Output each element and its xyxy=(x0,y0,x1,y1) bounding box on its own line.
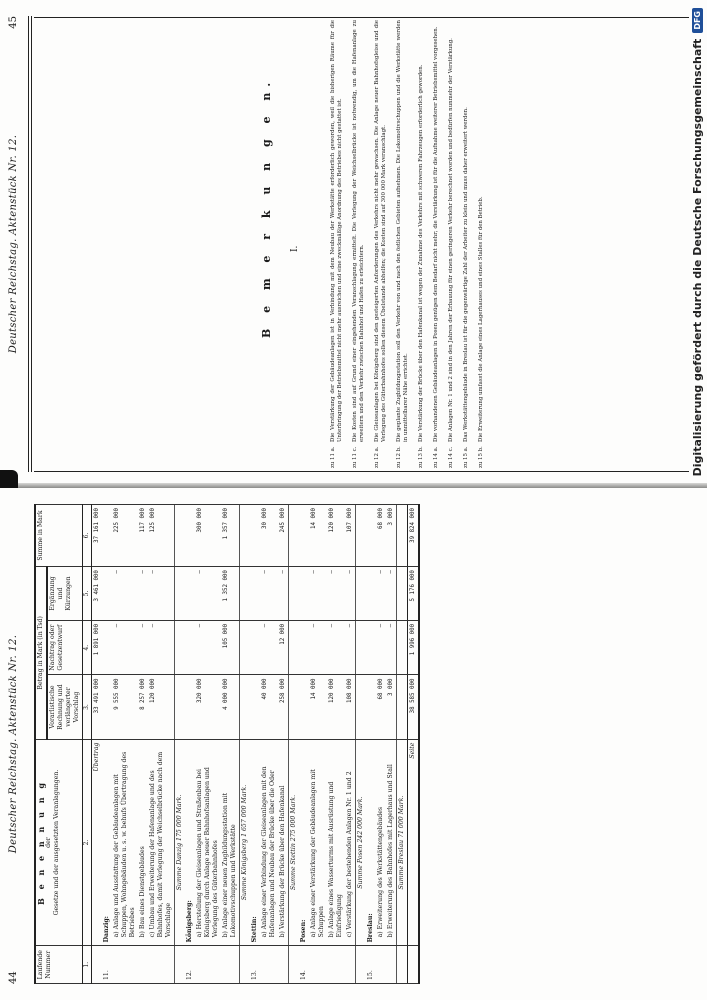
colnum: 2. xyxy=(83,739,92,946)
item-c5: — xyxy=(260,567,278,621)
section-heading: Stettin: xyxy=(250,739,260,946)
item-row xyxy=(260,505,278,984)
col-header-designation xyxy=(35,739,83,946)
item-c3: 8 257 000 xyxy=(138,675,148,739)
item-c4: — xyxy=(376,620,386,675)
empty-cell xyxy=(175,505,186,567)
note-entry xyxy=(448,20,455,468)
note-ref: zu 15 b. xyxy=(478,446,484,468)
section-sum-row xyxy=(397,505,408,984)
empty-cell xyxy=(185,505,195,567)
section-numeral: I. xyxy=(290,245,300,252)
item-c4: — xyxy=(327,620,345,675)
empty-cell xyxy=(240,505,251,567)
colnum: 1. xyxy=(83,946,92,984)
item-c5: — xyxy=(138,567,148,621)
note-ref: zu 15 a. xyxy=(463,446,469,468)
item-c4: — xyxy=(309,620,327,675)
note-text: Die Verstärkung der Gebäudeanlagen ist in Verbindung mit dem Neubau der Werkstätte erforderlich geworden, weil die bisherigen Räume für die Unterbringung der Betriebsmittel nicht mehr ausreichen und eine zweckmäßige Anordnung des Betriebes nicht gestattet ist. xyxy=(330,20,343,442)
note-text: Die geplante Zugbildungsstation soll den Verkehr von und nach den östlichen Gebieten aufnehmen. Die Lokomotivschuppen und die Werkstätte werden in unmittelbarer Nähe errichtet. xyxy=(396,20,409,442)
item-c4: — xyxy=(195,620,221,675)
item-row xyxy=(138,505,148,984)
item-c3: 3 000 xyxy=(386,675,397,739)
top-rule xyxy=(28,16,29,472)
empty-cell xyxy=(102,675,112,739)
note-entry xyxy=(478,20,485,468)
item-c6: 300 000 xyxy=(195,505,221,567)
right-page xyxy=(0,0,707,488)
empty-cell xyxy=(250,567,260,621)
col-header-sum: Summe in Mark xyxy=(35,505,83,567)
note-entry xyxy=(463,20,470,468)
section-heading: Königsberg: xyxy=(185,739,195,946)
note-text: Die Erweiterung umfasst die Anlage eines Lagerhauses und eines Stalles für den Betrieb. xyxy=(478,196,484,442)
empty-cell xyxy=(102,505,112,567)
empty-cell xyxy=(299,567,309,621)
item-c3: 258 000 xyxy=(278,675,289,739)
note-entry xyxy=(418,20,425,468)
empty-cell xyxy=(185,567,195,621)
note-ref: zu 11 c. xyxy=(352,446,358,468)
empty-cell xyxy=(112,946,138,984)
item-row xyxy=(112,505,138,984)
empty-cell xyxy=(250,620,260,675)
budget-table xyxy=(34,504,420,984)
empty-cell xyxy=(299,505,309,567)
empty-cell xyxy=(327,946,345,984)
item-text: c) Verstärkung der bestehenden Anlagen Nr. 1 und 2 xyxy=(345,739,356,946)
item-row xyxy=(148,505,175,984)
empty-cell xyxy=(356,620,367,675)
item-c3: 120 000 xyxy=(148,675,175,739)
empty-cell xyxy=(240,946,251,984)
item-c3: 4 000 000 xyxy=(221,675,240,739)
empty-cell xyxy=(356,946,367,984)
colnum: 3. xyxy=(83,675,92,739)
item-c6: 245 000 xyxy=(278,505,289,567)
item-c6: 125 000 xyxy=(148,505,175,567)
item-row xyxy=(221,505,240,984)
col-header-amount-group: Betrag in Mark (in Tsd) xyxy=(35,567,47,740)
left-rule xyxy=(34,471,689,472)
note-entry xyxy=(330,20,344,468)
left-page-content xyxy=(0,488,707,1000)
budget-table-body xyxy=(83,505,408,984)
empty-cell xyxy=(175,567,186,621)
empty-cell xyxy=(250,675,260,739)
item-c3: 9 555 000 xyxy=(112,675,138,739)
empty-cell xyxy=(356,675,367,739)
item-c6: 68 000 xyxy=(376,505,386,567)
col-header-supplement: Nachtrag oder Gesetzentwurf xyxy=(47,620,83,675)
section-sum: Summe Danzig 175 000 Mark. xyxy=(175,739,186,946)
empty-cell xyxy=(397,567,408,621)
carry-label: Übertrag xyxy=(92,739,103,946)
colnum: 4. xyxy=(83,620,92,675)
empty-cell xyxy=(240,620,251,675)
section-heading: Breslau: xyxy=(366,739,376,946)
top-rule-thin xyxy=(31,16,32,472)
section-sum: Summe Stettin 275 000 Mark. xyxy=(289,739,300,946)
empty-cell xyxy=(299,675,309,739)
watermark-text: Digitalisierung gefördert durch die Deutsche Forschungsgemeinschaft xyxy=(691,38,704,477)
item-text: b) Anlage einer neuen Zugbildungsstation mit Lokomotivschuppen und Werkstätte xyxy=(221,739,240,946)
empty-cell xyxy=(250,505,260,567)
item-c5: — xyxy=(148,567,175,621)
empty-cell xyxy=(366,620,376,675)
section-sum: Summe Breslau 71 000 Mark. xyxy=(397,739,408,946)
item-c3: 108 000 xyxy=(345,675,356,739)
item-c4: — xyxy=(386,620,397,675)
empty-cell xyxy=(356,567,367,621)
section-sum: Summe Königsberg 1 657 000 Mark. xyxy=(240,739,251,946)
carry-c3: 33 491 000 xyxy=(92,675,103,739)
item-c3: 14 000 xyxy=(309,675,327,739)
item-c4: 105 000 xyxy=(221,620,240,675)
empty-cell xyxy=(102,567,112,621)
page-number: 44 xyxy=(8,971,19,984)
section-number: 14. xyxy=(299,946,309,984)
carry-c6: 37 161 000 xyxy=(92,505,103,567)
note-ref: zu 14 c. xyxy=(448,446,454,468)
total-label: Seite xyxy=(408,739,420,946)
empty-cell xyxy=(299,620,309,675)
section-sum: Summe Posen 242 000 Mark. xyxy=(356,739,367,946)
note-text: Die Gleiseanlagen bei Königsberg sind den gesteigerten Anforderungen des Verkehrs nicht mehr gewachsen. Die Anlage neuer Bahnhofsgleise und die Verlegung des Güterbahnhofes sollen diesem Übelstande abhelfen; die Kosten sind auf 300 000 Mark veranschlagt. xyxy=(374,20,387,442)
item-c3: 68 000 xyxy=(376,675,386,739)
empty-cell xyxy=(185,675,195,739)
empty-cell xyxy=(309,946,327,984)
empty-cell xyxy=(260,946,278,984)
item-c6: 117 000 xyxy=(138,505,148,567)
designation-sub1: der xyxy=(45,837,52,848)
item-row xyxy=(376,505,386,984)
empty-cell xyxy=(289,620,300,675)
item-c5: 1 352 000 xyxy=(221,567,240,621)
note-ref: zu 12 a. xyxy=(374,446,380,468)
item-text: a) Anlage einer Verstärkung der Gebäudeanlagen mit Schuppen xyxy=(309,739,327,946)
section-sum-row xyxy=(175,505,186,984)
carry-c5: 3 461 000 xyxy=(92,567,103,621)
empty-cell xyxy=(345,946,356,984)
empty-cell xyxy=(289,946,300,984)
item-text: a) Erweiterung des Werkstättengebäudes xyxy=(376,739,386,946)
item-text: a) Anlage einer Verbindung der Gleiseanlagen mit den Hafenanlagen und Neubau der Brücke über die Oder xyxy=(260,739,278,946)
section-row xyxy=(366,505,376,984)
empty-cell xyxy=(397,675,408,739)
section-row xyxy=(250,505,260,984)
empty-cell xyxy=(366,567,376,621)
note-text: Die Kosten sind auf Grund einer eingehenden Veranschlagung ermittelt. Die Verlegung der Weichselbrücke ist notwendig, um die Hafenanlage zu erweitern und den Verkehr zwischen Bahnhof und Hafen zu erleichtern. xyxy=(352,20,365,442)
item-c5: — xyxy=(345,567,356,621)
empty-cell xyxy=(366,505,376,567)
col-header-estimate: Vorarlistische Rechnung und verlängerter Vorschlag xyxy=(47,675,83,739)
left-page xyxy=(0,488,707,1000)
right-rule xyxy=(34,17,689,18)
section-heading: Danzig: xyxy=(102,739,112,946)
item-c5: — xyxy=(278,567,289,621)
note-ref: zu 11 a. xyxy=(330,446,336,468)
right-page-content xyxy=(0,0,707,488)
carry-c4: 1 891 000 xyxy=(92,620,103,675)
item-c6: 3 000 xyxy=(386,505,397,567)
notes-heading: B e m e r k u n g e n. xyxy=(260,76,273,338)
section-heading: Posen: xyxy=(299,739,309,946)
item-row xyxy=(195,505,221,984)
item-text: a) Anlage und Ausstattung der Gebäudeanlagen mit Schuppen, Wohngebäuden u. s. w. behufs Übertragung des Betriebes xyxy=(112,739,138,946)
note-text: Das Werkstättengebäude in Breslau ist für die gegenwärtige Zahl der Arbeiter zu klein und muss daher erweitert werden. xyxy=(463,107,469,442)
item-c3: 120 000 xyxy=(327,675,345,739)
empty-cell xyxy=(175,675,186,739)
section-number: 15. xyxy=(366,946,376,984)
item-c4: — xyxy=(260,620,278,675)
empty-cell xyxy=(366,675,376,739)
empty-cell xyxy=(102,620,112,675)
empty-cell xyxy=(240,567,251,621)
item-c6: 107 000 xyxy=(345,505,356,567)
item-text: b) Anlage eines Wasserturms mit Ausrüstung und Einfriedigung xyxy=(327,739,345,946)
note-entry xyxy=(433,20,440,468)
running-head xyxy=(8,488,24,1000)
empty-cell xyxy=(175,946,186,984)
item-c5: — xyxy=(327,567,345,621)
item-c4: — xyxy=(138,620,148,675)
note-text: Die Anlagen Nr. 1 und 2 sind in den Jahren der Erbauung für einen geringeren Verkehr berechnet worden und bedürfen nunmehr der Verstärkung. xyxy=(448,38,454,442)
empty-cell xyxy=(221,946,240,984)
item-c4: — xyxy=(345,620,356,675)
item-row xyxy=(327,505,345,984)
item-c5: — xyxy=(386,567,397,621)
item-text: b) Bau eines Dienstgebäudes xyxy=(138,739,148,946)
item-c4: — xyxy=(148,620,175,675)
total-row xyxy=(408,505,420,984)
empty-cell xyxy=(289,567,300,621)
item-c5: — xyxy=(309,567,327,621)
page-number: 45 xyxy=(8,16,19,29)
total-c3: 38 585 000 xyxy=(408,675,420,739)
item-row xyxy=(309,505,327,984)
running-title: Deutscher Reichstag. Aktenstück Nr. 12. xyxy=(8,634,19,854)
item-c5: — xyxy=(195,567,221,621)
empty-cell xyxy=(289,505,300,567)
note-entry xyxy=(374,20,388,468)
section-row xyxy=(299,505,309,984)
item-c5: — xyxy=(376,567,386,621)
item-text: a) Herstellung der Gleiseanlagen und Straßenbau bei Königsberg durch Anlage neuer Bahnhofsanlagen und Verlegung des Güterbahnhofes xyxy=(195,739,221,946)
item-c3: 320 000 xyxy=(195,675,221,739)
item-c5: — xyxy=(112,567,138,621)
empty-cell xyxy=(289,675,300,739)
item-row xyxy=(386,505,397,984)
empty-cell xyxy=(397,946,408,984)
item-c6: 14 000 xyxy=(309,505,327,567)
designation-sub2: Gesetze und der ausgesetzten Veranlagungen. xyxy=(53,769,60,916)
empty-cell xyxy=(175,620,186,675)
section-number: 12. xyxy=(185,946,195,984)
item-c3: 40 000 xyxy=(260,675,278,739)
section-sum-row xyxy=(356,505,367,984)
col-header-number: Laufende Nummer xyxy=(35,946,83,984)
item-row xyxy=(345,505,356,984)
designation-title: B e n e n n u n g xyxy=(36,780,46,905)
item-c6: 1 357 000 xyxy=(221,505,240,567)
section-row xyxy=(102,505,112,984)
item-c4: 12 000 xyxy=(278,620,289,675)
colnum: 5. xyxy=(83,567,92,621)
note-text: Die Verstärkung der Brücke über den Hafenkanal ist wegen der Zunahme des Verkehrs mit schweren Fahrzeugen erforderlich geworden. xyxy=(418,64,424,442)
total-c5: 5 176 000 xyxy=(408,567,420,621)
item-row xyxy=(278,505,289,984)
empty-cell xyxy=(138,946,148,984)
empty-cell xyxy=(185,620,195,675)
dfg-logo: DFG xyxy=(692,8,703,33)
note-ref: zu 13 b. xyxy=(418,446,424,468)
empty-cell xyxy=(397,505,408,567)
empty-cell xyxy=(240,675,251,739)
item-c4: — xyxy=(112,620,138,675)
item-c6: 120 000 xyxy=(327,505,345,567)
note-ref: zu 12 b. xyxy=(396,446,402,468)
section-row xyxy=(185,505,195,984)
note-ref: zu 14 a. xyxy=(433,446,439,468)
col-header-changes: Ergänzung und Kürzungen xyxy=(47,567,83,621)
item-text: b) Verstärkung der Brücke über den Hafenkanal xyxy=(278,739,289,946)
notes-list xyxy=(330,20,493,468)
item-text: b) Erweiterung des Bahnhofes mit Lagerhaus und Stall xyxy=(386,739,397,946)
note-text: Die vorhandenen Gebäudeanlagen in Posen genügen dem Bedarf nicht mehr; die Verstärkung ist für die Aufnahme weiterer Betriebsmittel vorgesehen. xyxy=(433,26,439,442)
section-number: 11. xyxy=(102,946,112,984)
item-c6: 225 000 xyxy=(112,505,138,567)
column-number-row xyxy=(83,505,92,984)
carry-row xyxy=(92,505,103,984)
total-c6: 39 824 000 xyxy=(408,505,420,567)
section-sum-row xyxy=(240,505,251,984)
running-title: Deutscher Reichstag. Aktenstück Nr. 12. xyxy=(8,134,19,354)
note-entry xyxy=(396,20,410,468)
total-c4: 1 996 000 xyxy=(408,620,420,675)
empty-cell xyxy=(195,946,221,984)
empty-cell xyxy=(148,946,175,984)
colnum: 6. xyxy=(83,505,92,567)
item-text: c) Umbau und Erweiterung der Hafenanlage und des Bahnhofes, damit Verlegung der Weichselbrücke nach dem Vorschlage xyxy=(148,739,175,946)
empty-cell xyxy=(376,946,386,984)
empty-cell xyxy=(386,946,397,984)
section-number: 13. xyxy=(250,946,260,984)
item-c6: 30 000 xyxy=(260,505,278,567)
empty-cell xyxy=(397,620,408,675)
running-head xyxy=(8,0,24,488)
note-entry xyxy=(352,20,366,468)
section-sum-row xyxy=(289,505,300,984)
empty-cell xyxy=(278,946,289,984)
empty-cell xyxy=(356,505,367,567)
dfg-watermark xyxy=(688,0,707,1000)
